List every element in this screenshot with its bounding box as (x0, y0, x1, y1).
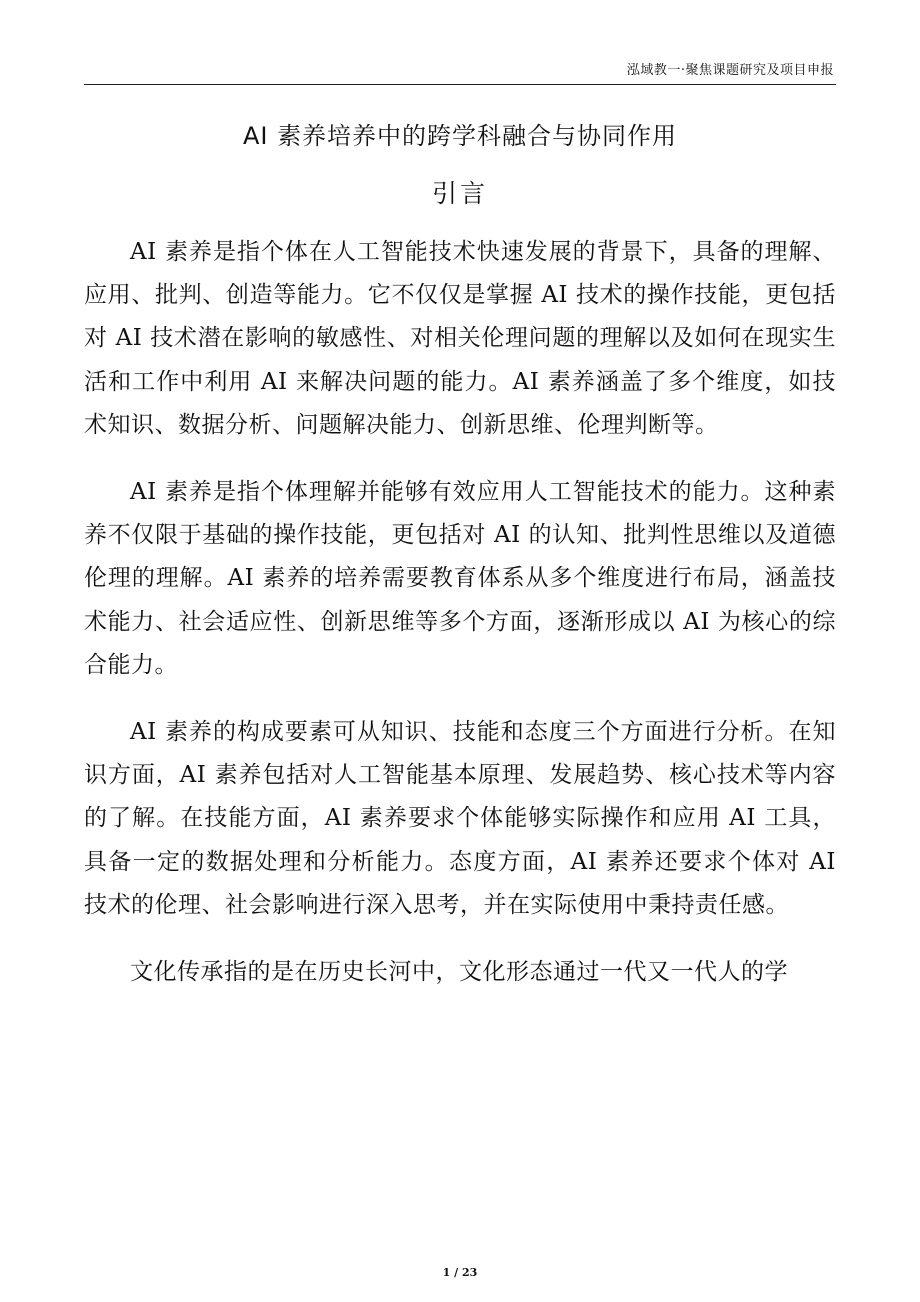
page-header: 泓域教一·聚焦课题研究及项目申报 (626, 63, 834, 78)
paragraph-4: 文化传承指的是在历史长河中，文化形态通过一代又一代人的学 (130, 959, 788, 986)
paragraph-1: AI 素养是指个体在人工智能技术快速发展的背景下，具备的理解、应用、批判、创造等能力。它不仅仅是掌握 AI 技术的操作技能，更包括对 AI 技术潜在影响的敏感性、对相关伦理问题的理解以及如何在现实生活和工作中利用 AI 来解决问题的能力。AI 素养涵盖了多个维度，如技术知识、数据分析、问题解决能力、创新思维、伦理判断等。 (84, 239, 836, 438)
header-divider (84, 84, 836, 85)
page-number: 1 / 23 (442, 1266, 478, 1279)
document-body (84, 231, 836, 1018)
paragraph-2: AI 素养是指个体理解并能够有效应用人工智能技术的能力。这种素养不仅限于基础的操作技能，更包括对 AI 的认知、批判性思维以及道德伦理的理解。AI 素养的培养需要教育体系从多个维度进行布局，涵盖技术能力、社会适应性、创新思维等多个方面，逐渐形成以 AI 为核心的综合能力。 (84, 479, 836, 678)
paragraph-3: AI 素养的构成要素可从知识、技能和态度三个方面进行分析。在知识方面，AI 素养包括对人工智能基本原理、发展趋势、核心技术等内容的了解。在技能方面，AI 素养要求个体能够实际操作和应用 AI 工具，具备一定的数据处理和分析能力。态度方面，AI 素养还要求个体对 AI 技术的伦理、社会影响进行深入思考，并在实际使用中秉持责任感。 (84, 719, 836, 918)
document-title: AI 素养培养中的跨学科融合与协同作用 (242, 122, 678, 150)
section-heading: 引言 (431, 179, 488, 208)
